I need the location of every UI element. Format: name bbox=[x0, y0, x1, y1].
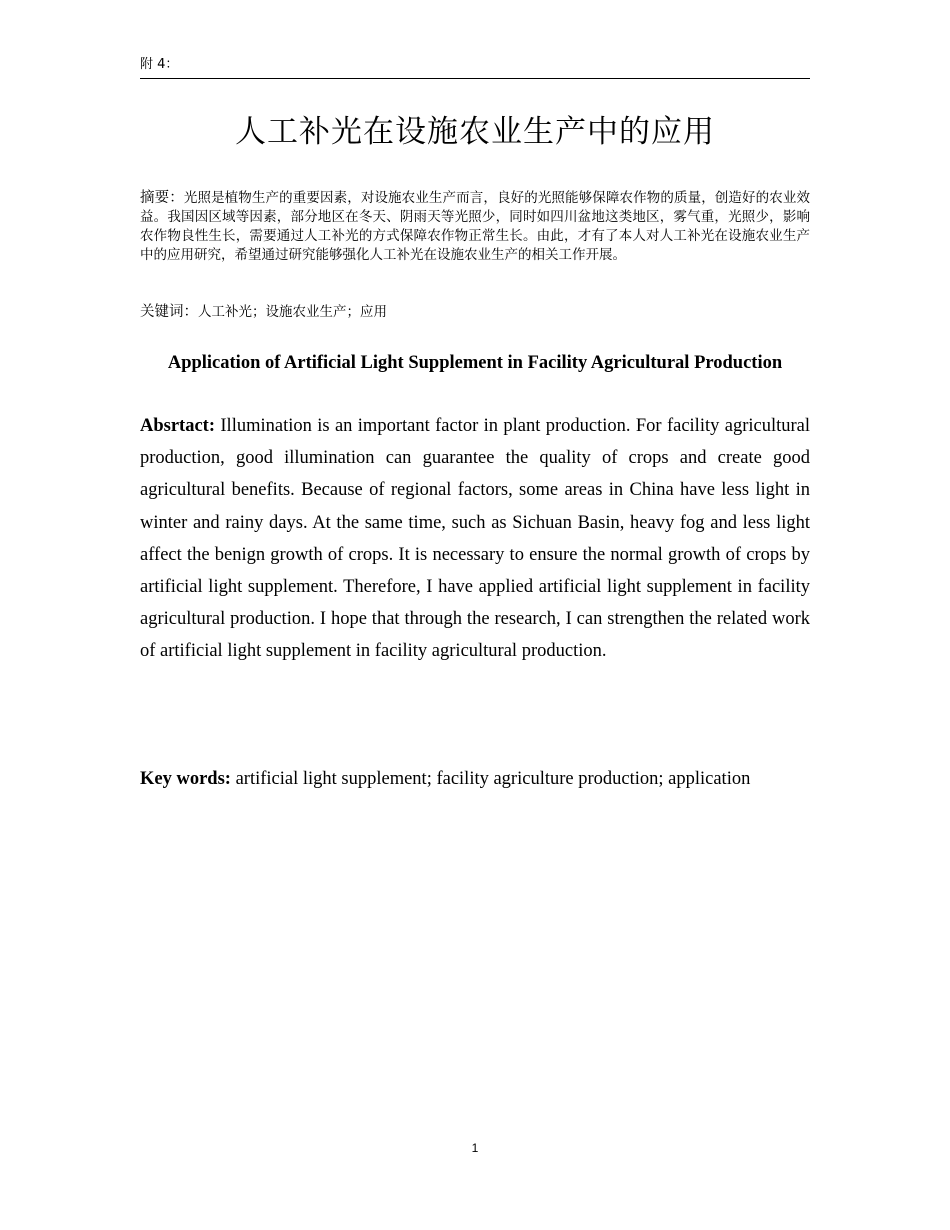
english-keywords-label: Key words: bbox=[140, 769, 231, 789]
chinese-abstract-label: 摘要： bbox=[140, 190, 184, 206]
header-label: 附 4： bbox=[140, 57, 179, 72]
english-title: Application of Artificial Light Supplement in Facility Agricultural Production bbox=[167, 353, 783, 373]
chinese-abstract bbox=[140, 189, 810, 265]
english-abstract-text: Illumination is an important factor in plant production. For facility agricultural production, good illumination can guarantee the quality of crops and create good agricultural benefits. Because of regional factors, some areas in China have less light in winter and rainy days. At the same time, such as Sichuan Basin, heavy fog and less light affect the benign growth of crops. It is necessary to ensure the normal growth of crops by artificial light supplement. Therefore, I have applied artificial light supplement in facility agricultural production. I hope that through the research, I can strengthen the related work of artificial light supplement in facility agricultural production. bbox=[140, 416, 810, 662]
chinese-title: 人工补光在设施农业生产中的应用 bbox=[235, 114, 715, 150]
chinese-keywords-text: 人工补光；设施农业生产；应用 bbox=[198, 304, 387, 320]
header-divider bbox=[140, 78, 810, 79]
chinese-abstract-text: 光照是植物生产的重要因素，对设施农业生产而言，良好的光照能够保障农作物的质量，创造好的农业效益。我国因区域等因素，部分地区在冬天、阴雨天等光照少，同时如四川盆地这类地区，雾气重，光照少，影响农作物良性生长，需要通过人工补光的方式保障农作物正常生长。由此，才有了本人对人工补光在设施农业生产中的应用研究，希望通过研究能够强化人工补光在设施农业生产的相关工作开展。 bbox=[140, 190, 810, 263]
chinese-keywords-label: 关键词： bbox=[140, 304, 198, 320]
english-abstract bbox=[140, 410, 810, 668]
english-keywords bbox=[140, 766, 810, 792]
chinese-keywords bbox=[140, 302, 810, 322]
english-keywords-text: artificial light supplement; facility agriculture production; application bbox=[230, 769, 751, 789]
english-abstract-label: Absrtact: bbox=[140, 416, 216, 436]
page-number: 1 bbox=[471, 1141, 479, 1155]
